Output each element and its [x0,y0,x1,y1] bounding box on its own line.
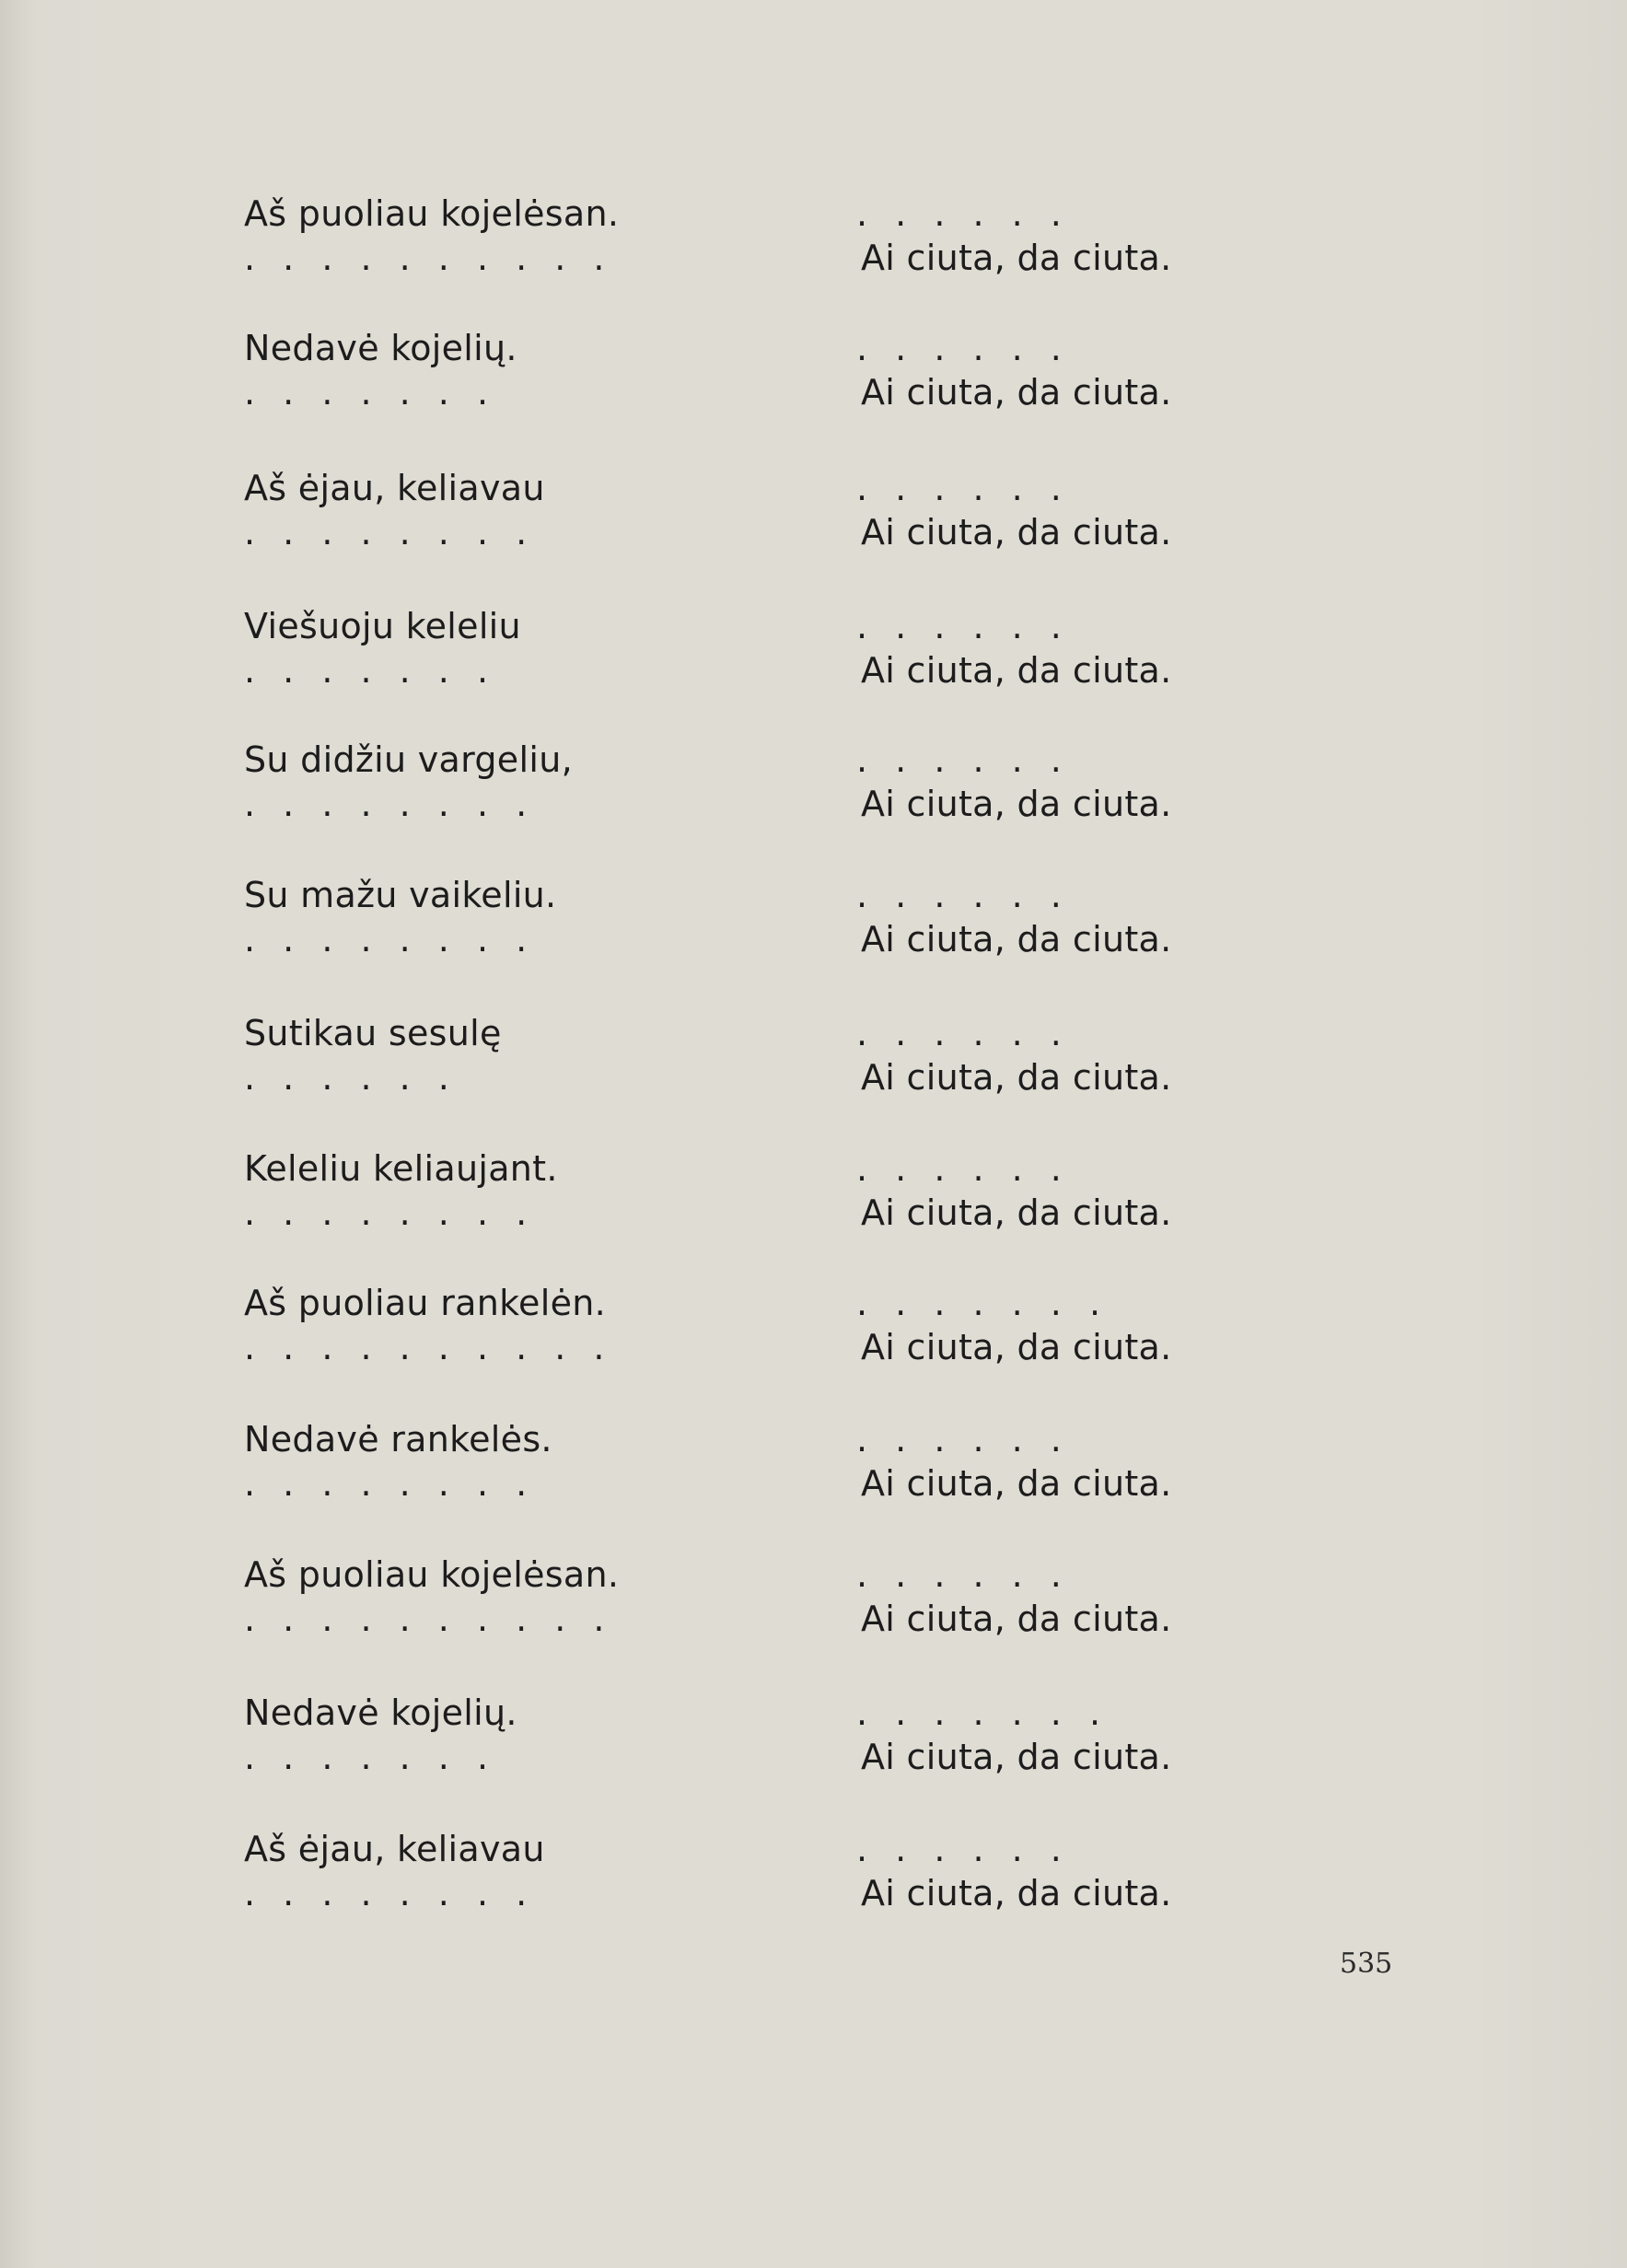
ellipsis-dots: . . . . . . . [244,1737,497,1777]
verse-line: Aš puoliau kojelėsan. [244,1554,620,1595]
ellipsis-dots: . . . . . . [856,739,1070,780]
ellipsis-dots: . . . . . . [856,328,1070,368]
refrain-line: Ai ciuta, da ciuta. [861,1873,1172,1913]
stanza [0,1553,1627,1687]
ellipsis-dots: . . . . . . . . [244,512,536,552]
refrain-line: Ai ciuta, da ciuta. [861,919,1172,960]
refrain-line: Ai ciuta, da ciuta. [861,1327,1172,1367]
refrain-line: Ai ciuta, da ciuta. [861,1192,1172,1233]
ellipsis-dots: . . . . . . . . [244,919,536,960]
ellipsis-dots: . . . . . . . [244,650,497,691]
ellipsis-dots: . . . . . . [856,1829,1070,1869]
refrain-line: Ai ciuta, da ciuta. [861,238,1172,278]
refrain-line: Ai ciuta, da ciuta. [861,1463,1172,1504]
verse-line: Keleliu keliaujant. [244,1148,558,1189]
stanza [0,1281,1627,1415]
ellipsis-dots: . . . . . . . . [244,784,536,824]
ellipsis-dots: . . . . . . . . . . [244,1599,613,1639]
refrain-line: Ai ciuta, da ciuta. [861,512,1172,552]
verse-line: Aš puoliau kojelėsan. [244,193,620,234]
verse-line: Aš ėjau, keliavau [244,468,545,508]
verse-line: Aš puoliau rankelėn. [244,1283,607,1323]
stanza [0,738,1627,872]
stanza [0,873,1627,1007]
ellipsis-dots: . . . . . . [856,1554,1070,1595]
verse-line: Su didžiu vargeliu, [244,739,573,780]
ellipsis-dots: . . . . . . [856,1013,1070,1053]
ellipsis-dots: . . . . . . . . [244,1192,536,1233]
refrain-line: Ai ciuta, da ciuta. [861,650,1172,691]
refrain-line: Ai ciuta, da ciuta. [861,784,1172,824]
ellipsis-dots: . . . . . . . [856,1692,1110,1733]
refrain-line: Ai ciuta, da ciuta. [861,1599,1172,1639]
stanza [0,1146,1627,1281]
verse-line: Nedavė kojelių. [244,1692,517,1733]
verse-line: Viešuoju keleliu [244,606,521,646]
stanza [0,326,1627,460]
stanza [0,466,1627,600]
refrain-line: Ai ciuta, da ciuta. [861,372,1172,413]
verse-line: Nedavė kojelių. [244,328,517,368]
ellipsis-dots: . . . . . . [856,1148,1070,1189]
ellipsis-dots: . . . . . . [856,875,1070,915]
page-number: 535 [1340,1948,1393,1980]
verse-line: Nedavė rankelės. [244,1419,552,1460]
stanza [0,604,1627,739]
stanza [0,1011,1627,1146]
ellipsis-dots: . . . . . . [856,606,1070,646]
stanza [0,1827,1627,1961]
refrain-line: Ai ciuta, da ciuta. [861,1737,1172,1777]
ellipsis-dots: . . . . . . . . . . [244,238,613,278]
ellipsis-dots: . . . . . . . [244,372,497,413]
refrain-line: Ai ciuta, da ciuta. [861,1057,1172,1098]
ellipsis-dots: . . . . . . [244,1057,458,1098]
ellipsis-dots: . . . . . . . . . . [244,1327,613,1367]
verse-line: Aš ėjau, keliavau [244,1829,545,1869]
stanza [0,192,1627,326]
ellipsis-dots: . . . . . . [856,193,1070,234]
stanza [0,1417,1627,1552]
verse-line: Sutikau sesulę [244,1013,502,1053]
ellipsis-dots: . . . . . . . . [244,1463,536,1504]
ellipsis-dots: . . . . . . [856,1419,1070,1460]
stanza [0,1691,1627,1825]
verse-line: Su mažu vaikeliu. [244,875,557,915]
ellipsis-dots: . . . . . . . [856,1283,1110,1323]
ellipsis-dots: . . . . . . [856,468,1070,508]
ellipsis-dots: . . . . . . . . [244,1873,536,1913]
